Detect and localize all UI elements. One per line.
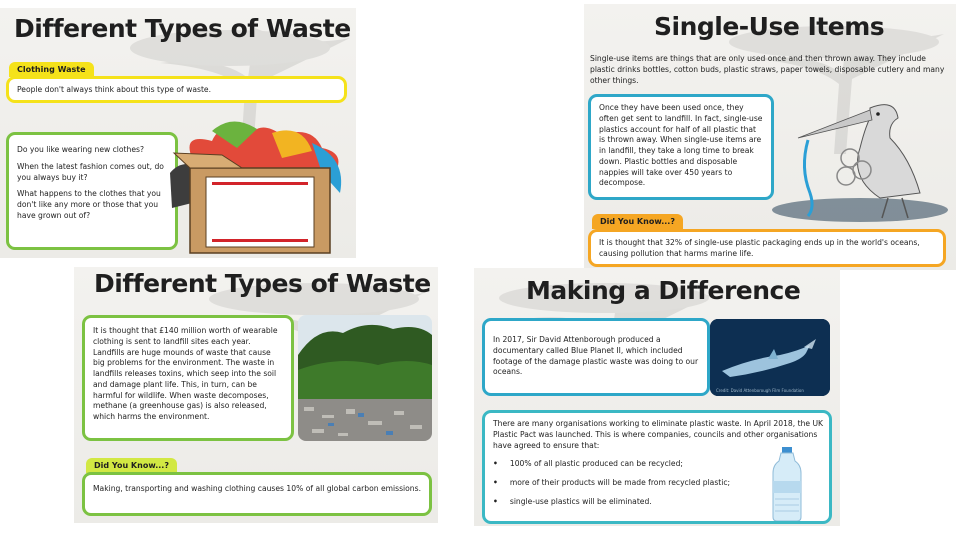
heron-plastic-illustration xyxy=(770,98,954,224)
bullet-text: more of their products will be made from recycled plastic; xyxy=(509,478,731,488)
landfill-text: Once they have been used once, they often get sent to landfill. In fact, single-use plastics account for half of all plastic that is thrown away. When single-use items are in landfill, they take a long time to break down. Plastic bottles and disposable nappies will take over 450 years to decompose. xyxy=(599,103,763,188)
slide-title: Single-Use Items xyxy=(654,12,885,41)
slide-title: Different Types of Waste xyxy=(94,269,431,298)
landfill-photo xyxy=(298,315,432,441)
tab-did-you-know: Did You Know...? xyxy=(592,214,683,229)
ocean-photo-image xyxy=(710,319,830,396)
slide-clothing-waste xyxy=(0,8,356,258)
slide-single-use-items xyxy=(584,4,956,270)
ocean-photo xyxy=(710,319,830,396)
slide-title: Making a Difference xyxy=(526,276,801,305)
questions-box xyxy=(6,132,178,250)
blue-planet-box xyxy=(482,318,710,396)
plastic-pact-box xyxy=(482,410,832,524)
did-you-know-text: It is thought that 32% of single-use plastic packaging ends up in the world's oceans, causing pollution that harms marine life. xyxy=(599,238,920,258)
question-3: What happens to the clothes that you don't like any more or those that you have grown out of? xyxy=(17,189,161,220)
landfill-info-text: It is thought that £140 million worth of wearable clothing is sent to landfill sites each year. Landfills are huge mounds of waste that cause big problems for the environment. The waste in landfills releases toxins, which seep into the soil and damage plant life. This, in turn, can be harmful for wildlife. When waste decomposes, methane (a greenhouse gas) is also released, which harms the environment. xyxy=(93,326,278,422)
plastic-pact-list xyxy=(493,459,763,507)
question-1: Do you like wearing new clothes? xyxy=(17,145,145,154)
slide-landfill-waste xyxy=(74,267,438,523)
tab-did-you-know: Did You Know...? xyxy=(86,458,177,473)
did-you-know-box xyxy=(82,472,432,516)
intro-text: Single-use items are things that are only used once and then thrown away. They include plastic drinks bottles, cotton buds, plastic straws, paper towels, disposable cutlery and many other things. xyxy=(590,54,945,85)
photo-caption: Credit: David Attenborough Film Foundation xyxy=(716,388,804,393)
question-2: When the latest fashion comes out, do you always buy it? xyxy=(17,161,164,182)
bullet-text: single-use plastics will be eliminated. xyxy=(509,496,652,506)
clothing-waste-text: People don't always think about this type of waste. xyxy=(17,85,212,94)
list-item: • 100% of all plastic produced can be recycled; xyxy=(493,459,683,469)
clothes-box-illustration xyxy=(162,113,356,258)
clothing-waste-box xyxy=(6,76,347,103)
tab-clothing-waste: Clothing Waste xyxy=(9,62,94,77)
slide-title: Different Types of Waste xyxy=(14,14,351,43)
did-you-know-text: Making, transporting and washing clothing causes 10% of all global carbon emissions. xyxy=(93,484,421,493)
slide-making-a-difference xyxy=(474,268,840,526)
plastic-pact-intro: There are many organisations working to eliminate plastic waste. In April 2018, the UK Plastic Pact was launched. This is where companies, councils and other organisations have agreed to ensure that: xyxy=(493,419,824,450)
landfill-photo-image xyxy=(298,315,432,441)
landfill-box xyxy=(588,94,774,200)
list-item: • single-use plastics will be eliminated. xyxy=(493,496,652,506)
landfill-info-box xyxy=(82,315,294,441)
water-bottle-illustration xyxy=(767,447,807,521)
blue-planet-text: In 2017, Sir David Attenborough produced a documentary called Blue Planet II, which included footage of the damage plastic waste was doing to our oceans. xyxy=(493,335,699,377)
list-item: • more of their products will be made from recycled plastic; xyxy=(493,478,731,488)
did-you-know-box xyxy=(588,229,946,267)
bullet-text: 100% of all plastic produced can be recycled; xyxy=(509,459,683,469)
